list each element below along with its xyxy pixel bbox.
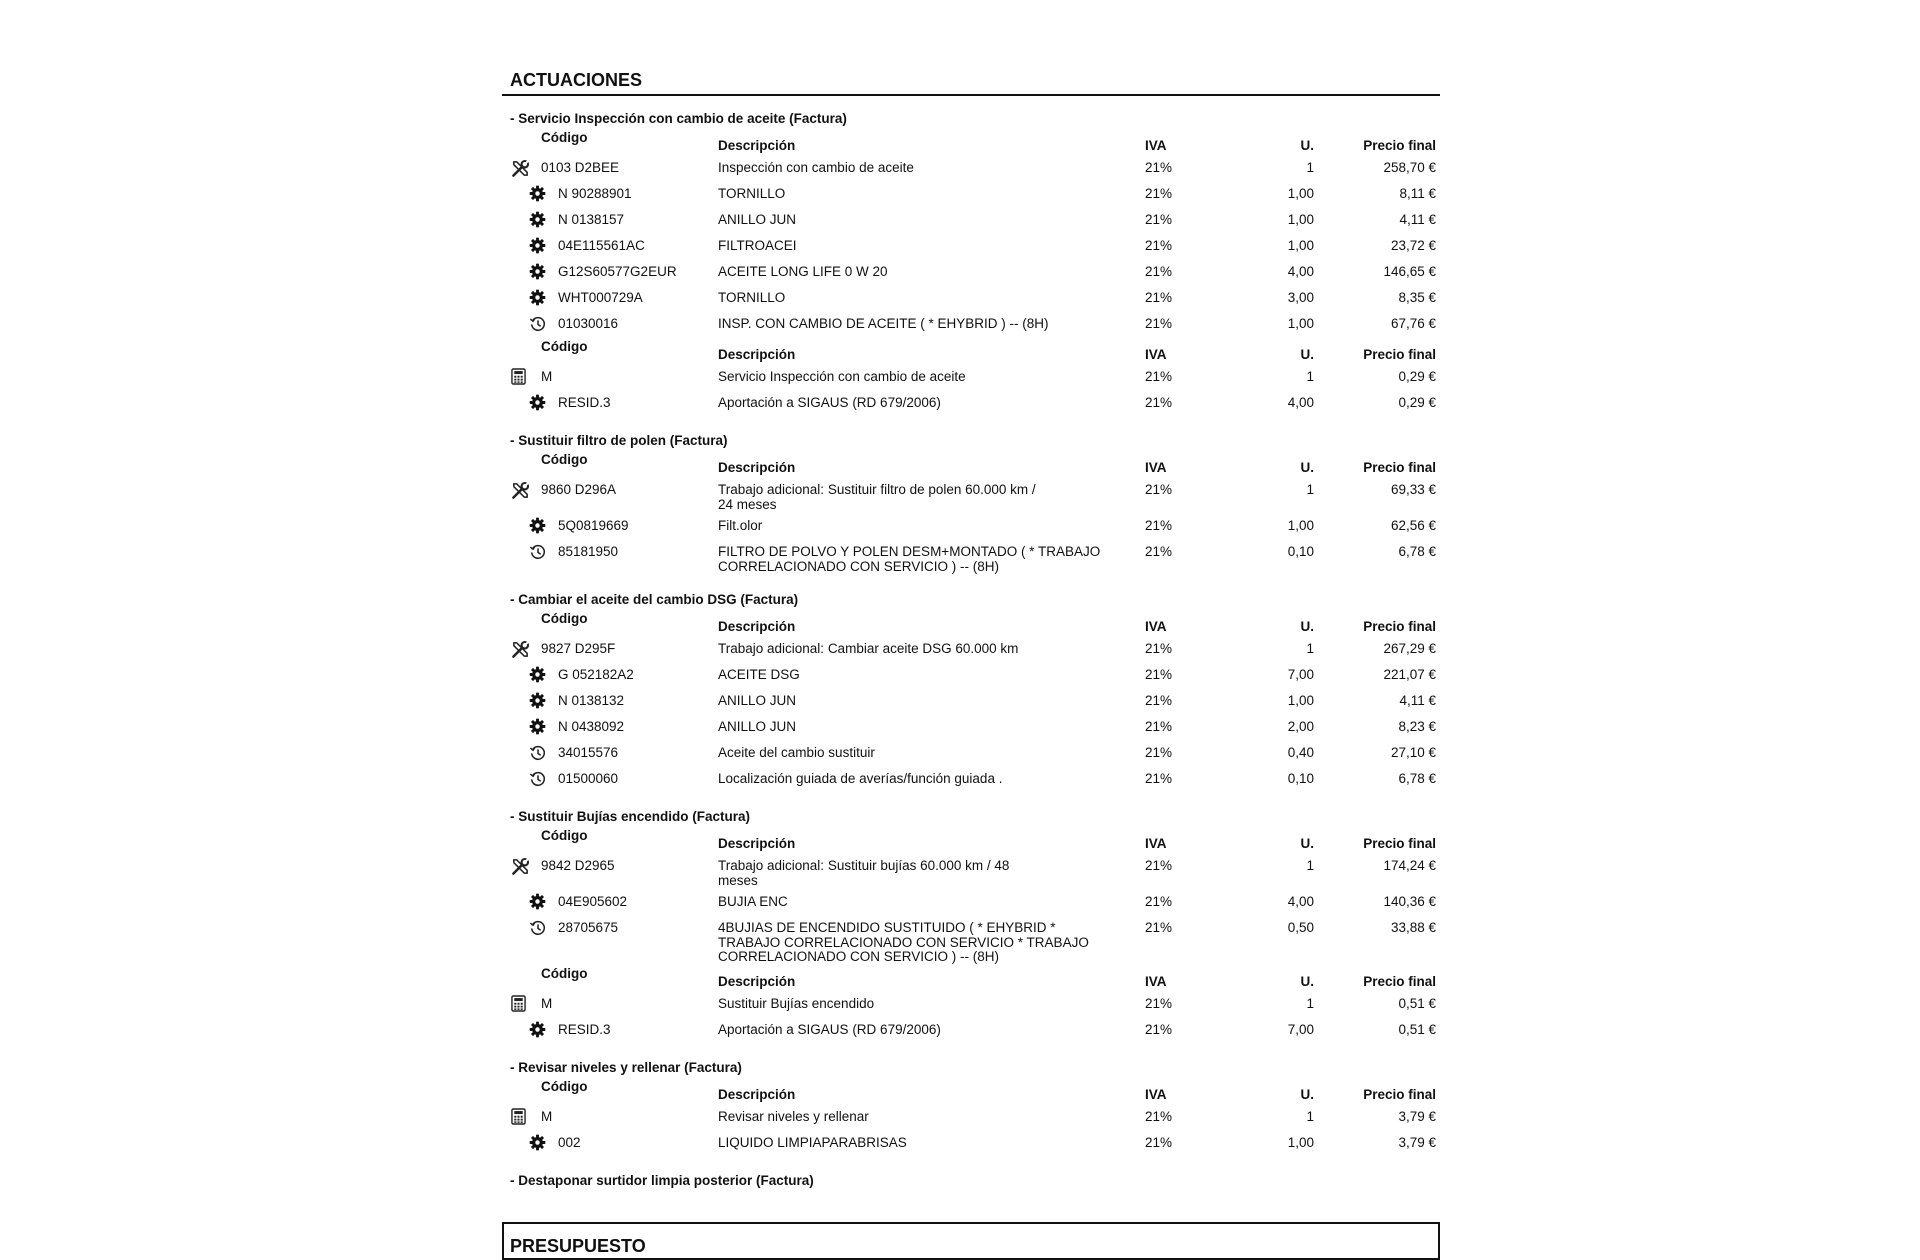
- history-icon: [529, 744, 547, 762]
- table-row: [502, 917, 1440, 966]
- table-row: [502, 541, 1440, 577]
- row-description: ACEITE LONG LIFE 0 W 20: [718, 264, 888, 279]
- table-row: [502, 1132, 1440, 1158]
- row-description: Trabajo adicional: Sustituir bujías 60.000 km / 48 meses: [718, 858, 1010, 888]
- row-code: 85181950: [558, 544, 619, 559]
- calculator-icon: [511, 1108, 529, 1126]
- header-code: Código: [541, 611, 588, 626]
- header-desc: Descripción: [718, 460, 796, 475]
- header-units: U.: [1300, 1087, 1314, 1102]
- wrench-icon: [511, 159, 529, 177]
- wrench-icon: [511, 481, 529, 499]
- row-description: Trabajo adicional: Sustituir filtro de polen 60.000 km / 24 meses: [718, 482, 1036, 512]
- row-price: 4,11 €: [1399, 693, 1436, 708]
- header-desc: Descripción: [718, 974, 796, 989]
- row-price: 8,23 €: [1398, 719, 1436, 734]
- table-row: [502, 716, 1440, 742]
- row-units: 2,00: [1287, 719, 1314, 734]
- history-icon: [529, 315, 547, 333]
- row-units: 7,00: [1287, 667, 1314, 682]
- table-row: [502, 1019, 1440, 1045]
- row-price: 4,11 €: [1399, 212, 1436, 227]
- table-row: [502, 742, 1440, 768]
- group-title: - Sustituir Bujías encendido (Factura): [510, 809, 751, 824]
- header-price: Precio final: [1363, 347, 1436, 362]
- row-units: 1,00: [1287, 518, 1314, 533]
- row-code: 04E115561AC: [558, 238, 645, 253]
- service-group: [502, 1057, 1440, 1158]
- row-code: G 052182A2: [558, 667, 634, 682]
- row-units: 1: [1306, 996, 1314, 1011]
- header-price: Precio final: [1363, 836, 1436, 851]
- row-units: 1,00: [1287, 1135, 1314, 1150]
- header-desc: Descripción: [718, 347, 796, 362]
- row-units: 1: [1306, 482, 1314, 497]
- group-title: - Destaponar surtidor limpia posterior (Factura): [510, 1173, 814, 1188]
- row-iva: 21%: [1145, 667, 1173, 682]
- row-description: Revisar niveles y rellenar: [718, 1109, 869, 1124]
- group-title: - Servicio Inspección con cambio de aceite (Factura): [510, 111, 847, 126]
- row-code: 002: [558, 1135, 581, 1150]
- header-iva: IVA: [1145, 1087, 1167, 1102]
- row-code: 28705675: [558, 920, 619, 935]
- row-iva: 21%: [1145, 920, 1173, 935]
- header-desc: Descripción: [718, 138, 796, 153]
- row-price: 8,11 €: [1399, 186, 1436, 201]
- table-row: [502, 855, 1440, 891]
- row-code: 01030016: [558, 316, 619, 331]
- row-iva: 21%: [1145, 1109, 1173, 1124]
- row-code: RESID.3: [558, 1022, 611, 1037]
- gear-icon: [529, 517, 547, 535]
- header-code: Código: [541, 452, 588, 467]
- row-price: 0,51 €: [1398, 996, 1436, 1011]
- row-price: 0,29 €: [1398, 395, 1436, 410]
- row-price: 3,79 €: [1398, 1135, 1436, 1150]
- row-units: 1: [1306, 160, 1314, 175]
- header-price: Precio final: [1363, 138, 1436, 153]
- header-desc: Descripción: [718, 619, 796, 634]
- row-code: RESID.3: [558, 395, 611, 410]
- row-price: 8,35 €: [1398, 290, 1436, 305]
- table-header: [502, 611, 1440, 638]
- row-description: Inspección con cambio de aceite: [718, 160, 914, 175]
- header-iva: IVA: [1145, 974, 1167, 989]
- table-row: [502, 313, 1440, 339]
- gear-icon: [529, 237, 547, 255]
- header-iva: IVA: [1145, 347, 1167, 362]
- row-description: TORNILLO: [718, 186, 786, 201]
- table-header: [502, 130, 1440, 157]
- table-row: [502, 891, 1440, 917]
- table-row: [502, 993, 1440, 1019]
- gear-icon: [529, 263, 547, 281]
- row-iva: 21%: [1145, 894, 1173, 909]
- row-description: ANILLO JUN: [718, 719, 797, 734]
- row-iva: 21%: [1145, 771, 1173, 786]
- service-group: [502, 589, 1440, 794]
- row-iva: 21%: [1145, 1135, 1173, 1150]
- row-code: M: [541, 996, 553, 1011]
- row-price: 27,10 €: [1390, 745, 1436, 760]
- row-units: 0,50: [1287, 920, 1314, 935]
- row-iva: 21%: [1145, 745, 1173, 760]
- row-units: 1: [1306, 858, 1314, 873]
- gear-icon: [529, 1021, 547, 1039]
- row-price: 146,65 €: [1383, 264, 1436, 279]
- row-units: 7,00: [1287, 1022, 1314, 1037]
- row-units: 1,00: [1287, 316, 1314, 331]
- header-desc: Descripción: [718, 1087, 796, 1102]
- row-description: Sustituir Bujías encendido: [718, 996, 875, 1011]
- table-row: [502, 638, 1440, 664]
- header-code: Código: [541, 339, 588, 354]
- row-price: 23,72 €: [1390, 238, 1436, 253]
- table-row: [502, 479, 1440, 515]
- row-units: 4,00: [1287, 264, 1314, 279]
- header-price: Precio final: [1363, 974, 1436, 989]
- row-code: 5Q0819669: [558, 518, 629, 533]
- header-units: U.: [1300, 347, 1314, 362]
- row-iva: 21%: [1145, 264, 1173, 279]
- row-price: 0,51 €: [1398, 1022, 1436, 1037]
- budget-title: PRESUPUESTO: [510, 1236, 646, 1256]
- calculator-icon: [511, 995, 529, 1013]
- row-units: 1,00: [1287, 212, 1314, 227]
- row-units: 1: [1306, 1109, 1314, 1124]
- row-description: Aceite del cambio sustituir: [718, 745, 875, 760]
- gear-icon: [529, 185, 547, 203]
- gear-icon: [529, 211, 547, 229]
- row-code: 01500060: [558, 771, 619, 786]
- row-description: Filt.olor: [718, 518, 763, 533]
- service-group: [502, 806, 1440, 1045]
- row-code: 04E905602: [558, 894, 628, 909]
- row-description: Trabajo adicional: Cambiar aceite DSG 60.000 km: [718, 641, 1019, 656]
- history-icon: [529, 770, 547, 788]
- row-price: 33,88 €: [1390, 920, 1436, 935]
- gear-icon: [529, 1134, 547, 1152]
- row-units: 4,00: [1287, 894, 1314, 909]
- section-title: ACTUACIONES: [502, 66, 1440, 96]
- row-iva: 21%: [1145, 290, 1173, 305]
- table-header: [502, 339, 1440, 366]
- gear-icon: [529, 893, 547, 911]
- row-iva: 21%: [1145, 719, 1173, 734]
- row-iva: 21%: [1145, 693, 1173, 708]
- document: [502, 66, 1440, 1260]
- table-row: [502, 1106, 1440, 1132]
- row-price: 221,07 €: [1383, 667, 1436, 682]
- service-group: [502, 430, 1440, 577]
- history-icon: [529, 543, 547, 561]
- row-price: 62,56 €: [1390, 518, 1436, 533]
- row-units: 0,10: [1287, 771, 1314, 786]
- row-price: 174,24 €: [1383, 858, 1436, 873]
- gear-icon: [529, 718, 547, 736]
- header-iva: IVA: [1145, 619, 1167, 634]
- row-code: M: [541, 1109, 553, 1124]
- group-title: - Revisar niveles y rellenar (Factura): [510, 1060, 742, 1075]
- row-description: LIQUIDO LIMPIAPARABRISAS: [718, 1135, 907, 1150]
- budget-box: [502, 1222, 1440, 1260]
- row-code: N 90288901: [558, 186, 632, 201]
- row-description: ANILLO JUN: [718, 693, 797, 708]
- row-iva: 21%: [1145, 482, 1173, 497]
- row-code: 9827 D295F: [541, 641, 616, 656]
- row-description: ACEITE DSG: [718, 667, 800, 682]
- row-code: M: [541, 369, 553, 384]
- row-code: 9860 D296A: [541, 482, 617, 497]
- row-price: 0,29 €: [1398, 369, 1436, 384]
- row-units: 1,00: [1287, 693, 1314, 708]
- row-code: N 0138132: [558, 693, 625, 708]
- row-price: 267,29 €: [1383, 641, 1436, 656]
- gear-icon: [529, 289, 547, 307]
- row-iva: 21%: [1145, 544, 1173, 559]
- row-iva: 21%: [1145, 395, 1173, 410]
- header-desc: Descripción: [718, 836, 796, 851]
- service-group: [502, 1170, 1440, 1192]
- table-row: [502, 690, 1440, 716]
- table-row: [502, 235, 1440, 261]
- header-price: Precio final: [1363, 619, 1436, 634]
- group-title: - Cambiar el aceite del cambio DSG (Factura): [510, 592, 799, 607]
- header-units: U.: [1300, 138, 1314, 153]
- row-units: 0,10: [1287, 544, 1314, 559]
- wrench-icon: [511, 857, 529, 875]
- row-price: 6,78 €: [1398, 771, 1436, 786]
- table-row: [502, 261, 1440, 287]
- row-units: 3,00: [1287, 290, 1314, 305]
- header-units: U.: [1300, 974, 1314, 989]
- service-group: [502, 108, 1440, 418]
- header-units: U.: [1300, 460, 1314, 475]
- table-header: [502, 452, 1440, 479]
- row-description: INSP. CON CAMBIO DE ACEITE ( * EHYBRID ) -- (8H): [718, 316, 1049, 331]
- row-units: 1: [1306, 641, 1314, 656]
- row-price: 3,79 €: [1398, 1109, 1436, 1124]
- table-row: [502, 183, 1440, 209]
- row-iva: 21%: [1145, 996, 1173, 1011]
- row-description: FILTRO DE POLVO Y POLEN DESM+MONTADO ( * TRABAJO CORRELACIONADO CON SERVICIO ) -- (8H): [718, 544, 1101, 574]
- header-price: Precio final: [1363, 1087, 1436, 1102]
- table-header: [502, 1079, 1440, 1106]
- row-units: 1,00: [1287, 238, 1314, 253]
- table-header: [502, 966, 1440, 993]
- row-code: 34015576: [558, 745, 619, 760]
- row-description: BUJIA ENC: [718, 894, 788, 909]
- header-iva: IVA: [1145, 460, 1167, 475]
- history-icon: [529, 919, 547, 937]
- row-price: 67,76 €: [1390, 316, 1436, 331]
- gear-icon: [529, 394, 547, 412]
- header-iva: IVA: [1145, 836, 1167, 851]
- row-description: ANILLO JUN: [718, 212, 797, 227]
- row-price: 6,78 €: [1398, 544, 1436, 559]
- row-iva: 21%: [1145, 212, 1173, 227]
- gear-icon: [529, 692, 547, 710]
- row-description: Localización guiada de averías/función guiada .: [718, 771, 1003, 786]
- row-iva: 21%: [1145, 238, 1173, 253]
- row-iva: 21%: [1145, 160, 1173, 175]
- header-code: Código: [541, 828, 588, 843]
- row-iva: 21%: [1145, 518, 1173, 533]
- row-units: 1,00: [1287, 186, 1314, 201]
- gear-icon: [529, 666, 547, 684]
- header-iva: IVA: [1145, 138, 1167, 153]
- row-iva: 21%: [1145, 186, 1173, 201]
- row-code: N 0138157: [558, 212, 625, 227]
- row-units: 4,00: [1287, 395, 1314, 410]
- row-iva: 21%: [1145, 369, 1173, 384]
- row-description: Aportación a SIGAUS (RD 679/2006): [718, 1022, 941, 1037]
- row-description: TORNILLO: [718, 290, 786, 305]
- header-units: U.: [1300, 619, 1314, 634]
- row-code: N 0438092: [558, 719, 625, 734]
- header-code: Código: [541, 966, 588, 981]
- row-description: FILTROACEI: [718, 238, 797, 253]
- header-units: U.: [1300, 836, 1314, 851]
- row-code: WHT000729A: [558, 290, 643, 305]
- row-price: 258,70 €: [1383, 160, 1436, 175]
- row-iva: 21%: [1145, 858, 1173, 873]
- table-row: [502, 287, 1440, 313]
- row-iva: 21%: [1145, 641, 1173, 656]
- wrench-icon: [511, 640, 529, 658]
- row-units: 0,40: [1287, 745, 1314, 760]
- table-row: [502, 515, 1440, 541]
- table-row: [502, 768, 1440, 794]
- row-iva: 21%: [1145, 1022, 1173, 1037]
- row-units: 1: [1306, 369, 1314, 384]
- row-code: 9842 D2965: [541, 858, 615, 873]
- row-price: 69,33 €: [1390, 482, 1436, 497]
- table-row: [502, 366, 1440, 392]
- row-code: 0103 D2BEE: [541, 160, 620, 175]
- table-header: [502, 828, 1440, 855]
- table-row: [502, 664, 1440, 690]
- row-code: G12S60577G2EUR: [558, 264, 677, 279]
- row-description: 4BUJIAS DE ENCENDIDO SUSTITUIDO ( * EHYBRID * TRABAJO CORRELACIONADO CON SERVICIO * TRABAJO CORRELACIONADO CON SERVICIO ) -- (8H): [718, 920, 1089, 964]
- table-row: [502, 209, 1440, 235]
- header-code: Código: [541, 1079, 588, 1094]
- groups-container: [502, 108, 1440, 1192]
- row-description: Aportación a SIGAUS (RD 679/2006): [718, 395, 941, 410]
- row-description: Servicio Inspección con cambio de aceite: [718, 369, 966, 384]
- row-price: 140,36 €: [1383, 894, 1436, 909]
- calculator-icon: [511, 368, 529, 386]
- group-title: - Sustituir filtro de polen (Factura): [510, 433, 728, 448]
- header-price: Precio final: [1363, 460, 1436, 475]
- row-iva: 21%: [1145, 316, 1173, 331]
- table-row: [502, 392, 1440, 418]
- table-row: [502, 157, 1440, 183]
- header-code: Código: [541, 130, 588, 145]
